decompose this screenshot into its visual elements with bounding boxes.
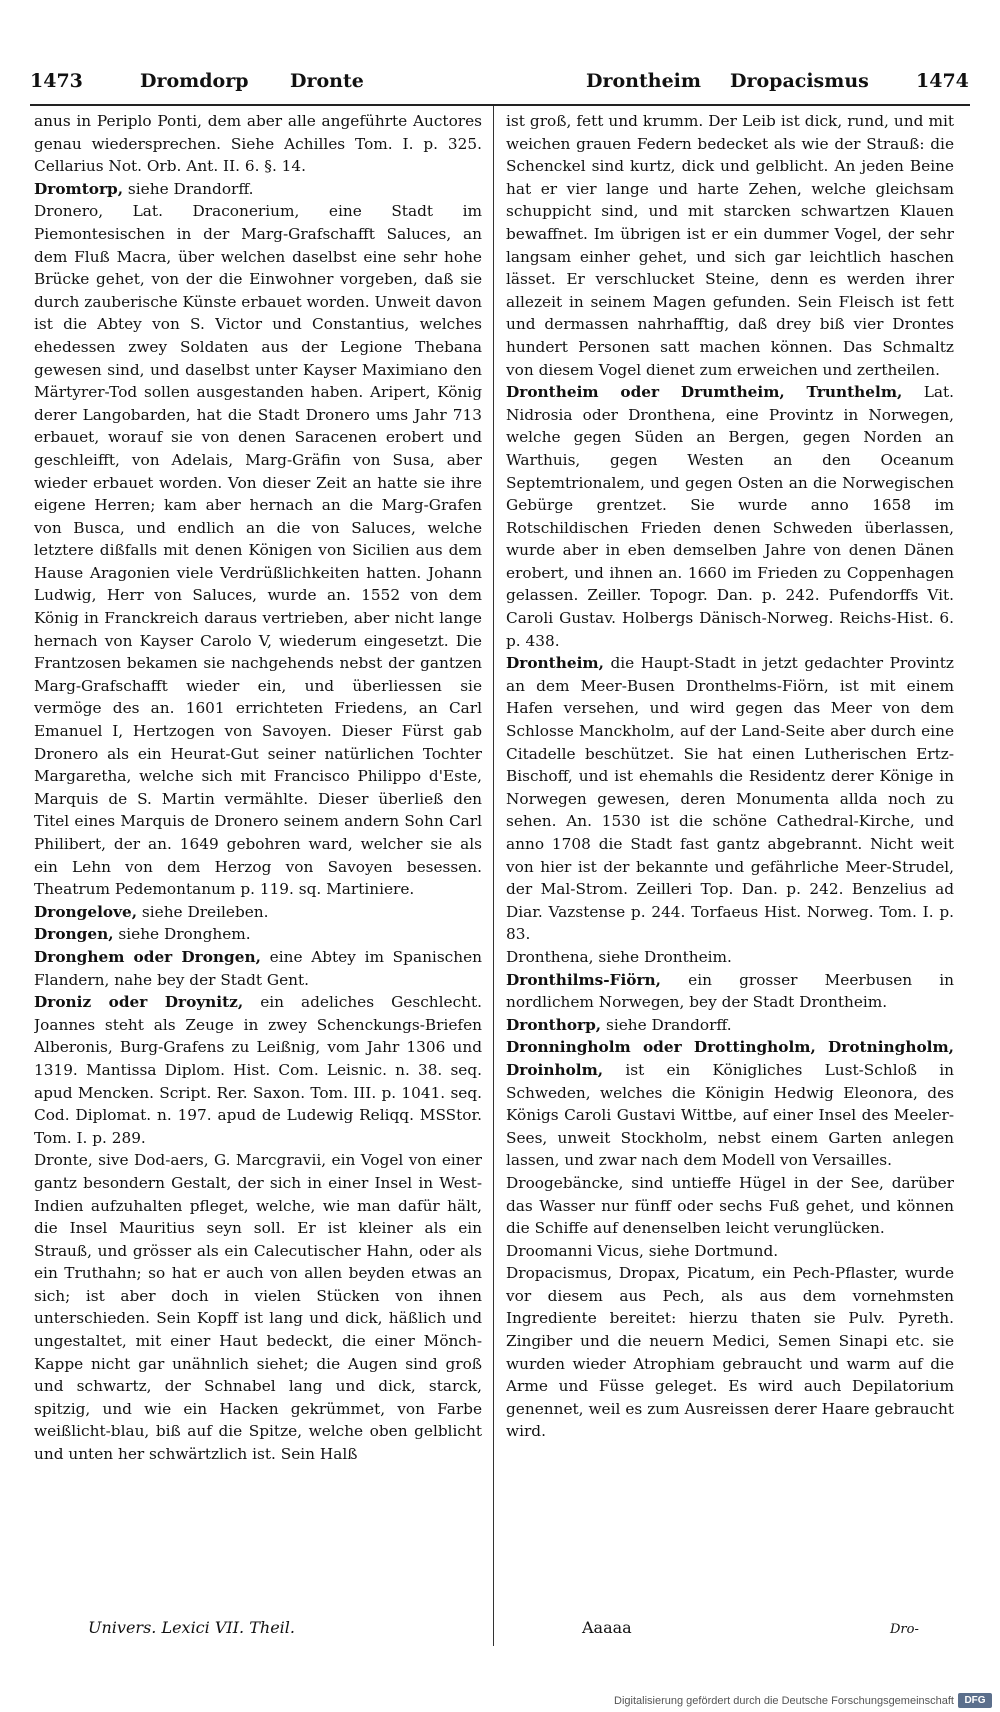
- page-number-right: 1474: [916, 70, 969, 92]
- right-column: [506, 110, 954, 1626]
- entry: Droniz oder Droynitz, ein adeliches Geschlecht. Joannes steht als Zeuge in zwey Schenckungs-Briefen Alberonis, Burg-Grafens zu Leißnig, vom Jahr 1306 und 1319. Mantissa Diplom. Hist. Com. Leisnic. n. 38. seq. apud Mencken. Script. Rer. Saxon. Tom. III. p. 1041. seq. Cod. Diplomat. n. 197. apud de Ludewig Reliqq. MSStor. Tom. I. p. 289.: [34, 993, 482, 1147]
- entry: anus in Periplo Ponti, dem aber alle angeführte Auctores genau wiedersprechen. Siehe Achilles Tom. I. p. 325. Cellarius Not. Orb. Ant. II. 6. §. 14.: [34, 112, 482, 176]
- entry: Dromtorp, siehe Drandorff.: [34, 179, 254, 198]
- entry: Drongelove, siehe Dreileben.: [34, 902, 269, 921]
- volume-signature: Univers. Lexici VII. Theil.: [88, 1618, 295, 1637]
- entry: Dronthilms-Fiörn, ein grosser Meerbusen in nordlichem Norwegen, bey der Stadt Drontheim.: [506, 970, 954, 1012]
- left-column: [34, 110, 482, 1626]
- entry: Dronte, sive Dod-aers, G. Marcgravii, ein Vogel von einer gantz besondern Gestalt, der sich in einer Insel in West-Indien aufzuhalten pfleget, welche, wie man dafür hält, die Insel Mauritius seyn soll. Er ist kleiner als ein Strauß, und grösser als ein Calecutischer Hahn, oder als ein Truthahn; so hat er auch von allen beyden etwas an sich; ist aber doch in vielen Stücken von ihnen unterschieden. Sein Kopff ist lang und dick, häßlich und ungestaltet, mit einer Haut bedeckt, die einer Mönch-Kappe nicht gar unähnlich siehet; die Augen sind groß und schwartz, der Schnabel lang und dick, starck, spitzig, und wie ein Hacken gekrümmet, von Farbe weißlicht-blau, biß auf die Spitze, welche oben gelblicht und unten her schwärtzlich ist. Sein Halß: [34, 1151, 482, 1464]
- entry: Droogebäncke, sind untieffe Hügel in der See, darüber das Wasser nur fünff oder sechs Fuß gehet, und können die Schiffe auf denenselben leicht verunglücken.: [506, 1173, 954, 1238]
- running-head-left-1: Dromdorp: [140, 70, 249, 92]
- header-rule: [30, 104, 970, 106]
- running-head-right-1: Drontheim: [586, 70, 701, 92]
- catchword: Dro-: [890, 1622, 919, 1637]
- column-divider: [493, 106, 494, 1646]
- running-head-right-2: Dropacismus: [730, 70, 869, 92]
- digitization-footer: [0, 1690, 1000, 1712]
- entry: Dronningholm oder Drottingholm, Drotningholm, Droinholm, ist ein Königliches Lust-Schloß in Schweden, welches die Königin Hedwig Eleonora, des Königs Caroli Gustavi Wittbe, auf einer Insel des Meeler-Sees, unweit Stockholm, nebst einem Garten anlegen lassen, und zwar nach dem Modell von Versailles.: [506, 1038, 954, 1170]
- entry: Dronthena, siehe Drontheim.: [506, 947, 732, 966]
- page-number-left: 1473: [30, 70, 83, 92]
- entry: Dronthorp, siehe Drandorff.: [506, 1015, 732, 1034]
- running-head-left-2: Dronte: [290, 70, 364, 92]
- entry: Droomanni Vicus, siehe Dortmund.: [506, 1241, 779, 1260]
- entry: Drongen, siehe Dronghem.: [34, 925, 251, 944]
- entry: Drontheim, die Haupt-Stadt in jetzt gedachter Provintz an dem Meer-Busen Dronthelms-Fiörn, ist mit einem Hafen versehen, und wird gegen das Meer von dem Schlosse Manckholm, auf der Land-Seite aber durch eine Citadelle beschützet. Sie hat einen Lutherischen Ertz-Bischoff, und ist ehemahls die Residentz derer Könige in Norwegen gewesen, deren Monumenta allda noch zu sehen. An. 1530 ist die schöne Cathedral-Kirche, und anno 1708 die Stadt fast gantz abgebrannt. Nicht weit von hier ist der bekannte und gefährliche Meer-Strudel, der Mal-Strom. Zeilleri Top. Dan. p. 242. Benzelius ad Diar. Vazstense p. 244. Torfaeus Hist. Norweg. Tom. I. p. 83.: [506, 654, 954, 944]
- entry: Drontheim oder Drumtheim, Trunthelm, Lat. Nidrosia oder Dronthena, eine Provintz in Norwegen, welche gegen Süden an Bergen, gegen Norden an Warthuis, gegen Westen an den Oceanum Septemtrionalem, und gegen Osten an die Norwegischen Gebürge grentzet. Sie wurde anno 1658 im Rotschildischen Frieden denen Schweden überlassen, wurde aber in eben demselben Jahre von denen Dänen erobert, und ihnen an. 1660 im Frieden zu Coppenhagen gelassen. Zeiller. Topogr. Dan. p. 242. Pufendorffs Vit. Caroli Gustav. Holbergs Dänisch-Norweg. Reichs-Hist. 6. p. 438.: [506, 383, 954, 650]
- page-header: [30, 70, 970, 104]
- entry: Dronghem oder Drongen, eine Abtey im Spanischen Flandern, nahe bey der Stadt Gent.: [34, 947, 482, 989]
- sheet-signature-mark: Aaaaa: [582, 1618, 632, 1637]
- entry: Dropacismus, Dropax, Picatum, ein Pech-Pflaster, wurde vor diesem aus Pech, als aus dem vornehmsten Ingrediente bereitet: hierzu thaten sie Pulv. Pyreth. Zingiber und die neuern Medici, Semen Sinapi etc. sie wurden wieder Atrophiam gebraucht und warm auf die Arme und Füsse geleget. Es wird auch Depilatorium genennet, weil es zum Ausreissen derer Haare gebraucht wird.: [506, 1264, 954, 1441]
- dfg-logo-icon: DFG: [958, 1693, 992, 1708]
- entry: Dronero, Lat. Draconerium, eine Stadt im Piemontesischen in der Marg-Grafschafft Saluces, an dem Fluß Macra, über welchen daselbst eine sehr hohe Brücke gehet, von der die Einwohner vorgeben, daß sie durch zauberische Künste erbauet worden. Unweit davon ist die Abtey von S. Victor und Constantius, welches ehedessen zwey Soldaten aus der Legione Thebana gewesen sind, und daselbst unter Kayser Maximiano den Märtyrer-Tod sollen ausgestanden haben. Aripert, König derer Langobarden, hat die Stadt Dronero ums Jahr 713 erbauet, worauf sie von denen Saracenen erobert und geschleifft, von Adelais, Marg-Gräfin von Susa, aber wieder erbauet worden. Von dieser Zeit an hatte sie ihre eigene Herren; kam aber hernach an die Marg-Grafen von Busca, und endlich an die von Saluces, welche letztere dißfalls mit denen Königen von Sicilien aus dem Hause Aragonien viele Verdrüßlichkeiten hatten. Johann Ludwig, Herr von Saluces, wurde an. 1552 von dem König in Franckreich daraus vertrieben, aber nicht lange hernach von Kayser Carolo V, wiederum eingesetzt. Die Frantzosen bekamen sie nachgehends nebst der gantzen Marg-Grafschafft wieder ein, und überliessen sie vermöge des an. 1601 errichteten Friedens, an Carl Emanuel I, Hertzogen von Savoyen. Dieser Fürst gab Dronero als ein Heurat-Gut seiner natürlichen Tochter Margaretha, welche sich mit Francisco Philippo d'Este, Marquis de S. Martin vermählte. Dieser überließ den Titel eines Marquis de Dronero seinem andern Sohn Carl Philibert, der an. 1649 gebohren ward, welcher sie als ein Lehn von dem Herzog von Savoyen besessen. Theatrum Pedemontanum p. 119. sq. Martiniere.: [34, 202, 482, 899]
- entry: ist groß, fett und krumm. Der Leib ist dick, rund, und mit weichen grauen Federn bedecket als wie der Strauß: die Schenckel sind kurtz, dick und gelblicht. An jeden Beine hat er vier lange und harte Zehen, welche gleichsam schuppicht sind, und mit starcken schwartzen Klauen bewaffnet. Im übrigen ist er ein dummer Vogel, der sehr langsam einher gehet, und sich gar leichtlich haschen lässet. Er verschlucket Steine, denn es werden ihrer allezeit in seinem Magen gefunden. Sein Fleisch ist fett und dermassen nahrhafftig, daß drey biß vier Drontes hundert Personen satt machen können. Das Schmaltz von diesem Vogel dienet zum erweichen und zertheilen.: [506, 112, 954, 379]
- funding-credit: Digitalisierung gefördert durch die Deutsche Forschungsgemeinschaft: [614, 1695, 954, 1707]
